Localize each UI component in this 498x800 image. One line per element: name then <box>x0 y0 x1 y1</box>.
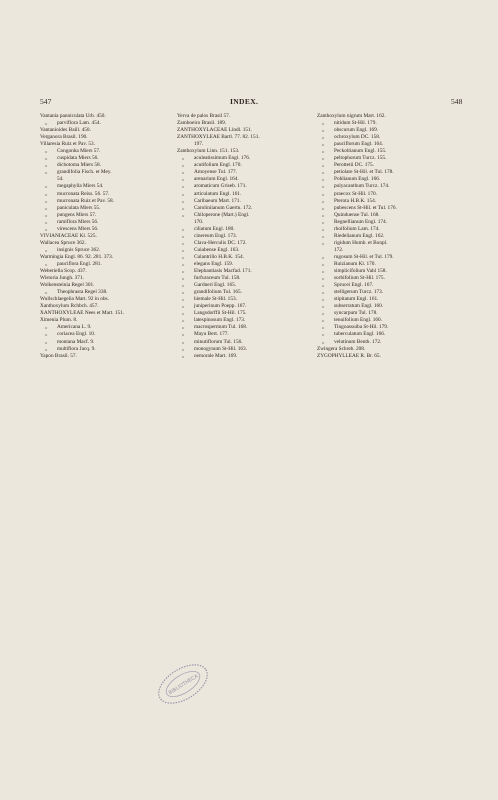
page-number-right: 548 <box>451 97 463 106</box>
index-entry <box>40 282 168 289</box>
index-entry <box>177 205 307 212</box>
index-entry <box>317 205 457 212</box>
ditto-mark: „ <box>45 155 48 162</box>
ditto-mark: „ <box>322 148 325 155</box>
ditto-mark: „ <box>182 317 185 324</box>
ditto-mark: „ <box>182 303 185 310</box>
index-entry-text: 197. <box>194 141 204 148</box>
index-column-2 <box>177 113 307 360</box>
library-stamp-icon <box>148 660 218 708</box>
index-entry-text: grandifolia Fisch. et Mey. <box>57 169 112 176</box>
ditto-mark: „ <box>182 296 185 303</box>
index-entry-text: praecox St-Hil. 170. <box>334 190 377 197</box>
index-entry <box>177 317 307 324</box>
index-entry <box>317 219 457 226</box>
index-entry <box>40 212 168 219</box>
index-entry-text: VIVIANIACEAE Kl. 525. <box>40 232 97 239</box>
index-entry <box>177 162 307 169</box>
index-entry <box>177 339 307 346</box>
index-entry-text: 172. <box>334 246 344 253</box>
index-entry-text: coriacea Engl. 10. <box>57 331 96 338</box>
index-entry-text: rugosum St-Hil. et Tul. 179. <box>334 253 394 260</box>
ditto-mark: „ <box>322 197 325 204</box>
index-entry-text: rigidum Humb. et Bonpl. <box>334 239 388 246</box>
index-entry <box>177 212 307 219</box>
index-entry <box>317 296 457 303</box>
index-entry-text: syncarpum Tul. 178. <box>334 310 378 317</box>
ditto-mark: „ <box>182 183 185 190</box>
ditto-mark: „ <box>182 352 185 359</box>
ditto-mark: „ <box>322 190 325 197</box>
index-entry <box>177 120 307 127</box>
ditto-mark: „ <box>322 260 325 267</box>
index-entry-text: ZANTHOXYLACEAE Lindl. 151. <box>177 127 253 134</box>
ditto-mark: „ <box>182 155 185 162</box>
index-entry-text: stipitatum Engl. 161. <box>334 296 379 303</box>
index-entry-text: minutiflorum Tul. 156. <box>194 338 243 345</box>
ditto-mark: „ <box>45 183 48 190</box>
index-entry-text: cuspidata Miers 56. <box>57 155 99 162</box>
ditto-mark: „ <box>182 239 185 246</box>
index-entry <box>177 331 307 338</box>
index-entry-text: Congonha Miers 57. <box>57 148 101 155</box>
index-entry <box>40 303 168 310</box>
index-entry <box>317 120 457 127</box>
index-entry <box>40 324 168 331</box>
index-entry-text: Vantanioides Baill. 450. <box>40 127 91 134</box>
index-entry-text: juniperinum Poepp. 167. <box>194 303 247 310</box>
index-entry-text: pauciflorum Engl. 164. <box>334 141 384 148</box>
index-entry <box>40 275 168 282</box>
index-entry <box>177 148 307 155</box>
index-entry <box>177 240 307 247</box>
index-entry-text: subserratum Engl. 160. <box>334 303 384 310</box>
index-entry-text: peltophorum Turcz. 155. <box>334 155 387 162</box>
index-entry <box>40 127 168 134</box>
ditto-mark: „ <box>45 324 48 331</box>
index-entry-text: polyacanthum Turcz. 174. <box>334 183 390 190</box>
index-entry <box>177 176 307 183</box>
index-entry <box>40 176 168 183</box>
ditto-mark: „ <box>322 211 325 218</box>
index-entry-text: velutinum Benth. 172. <box>334 338 382 345</box>
ditto-mark: „ <box>322 289 325 296</box>
index-entry <box>177 127 307 134</box>
ditto-mark: „ <box>45 204 48 211</box>
index-entry-text: ZANTHOXYLEAE Bartl. 77. 82. 151. <box>177 134 260 141</box>
ditto-mark: „ <box>45 148 48 155</box>
index-entry <box>40 113 168 120</box>
ditto-mark: „ <box>182 282 185 289</box>
ditto-mark: „ <box>322 176 325 183</box>
ditto-mark: „ <box>322 296 325 303</box>
index-entry-text: arenarium Engl. 164. <box>194 176 239 183</box>
index-entry-text: rhoifolium Lam. 174. <box>334 225 380 232</box>
index-entry <box>40 155 168 162</box>
index-entry-text: megaphylla Miers 54. <box>57 183 104 190</box>
index-entry <box>317 113 457 120</box>
index-entry <box>177 141 307 148</box>
index-entry-text: nemorale Mart. 169. <box>194 352 238 359</box>
ditto-mark: „ <box>322 141 325 148</box>
ditto-mark: „ <box>322 183 325 190</box>
index-entry-text: nitidum St-Hil. 179. <box>334 120 377 127</box>
index-entry <box>40 191 168 198</box>
ditto-mark: „ <box>182 169 185 176</box>
index-column-3 <box>317 113 457 360</box>
ditto-mark: „ <box>322 134 325 141</box>
index-entry <box>317 254 457 261</box>
index-entry <box>40 226 168 233</box>
index-entry <box>317 339 457 346</box>
index-entry <box>177 219 307 226</box>
index-entry-text: grandifolium Tul. 165. <box>194 289 242 296</box>
index-entry-text: mucronata Ruiz et Pav. 58. <box>57 197 115 204</box>
ditto-mark: „ <box>45 338 48 345</box>
index-entry-text: hiemale St-Hil. 153. <box>194 296 237 303</box>
index-entry-text: Yapon Brasil. 57. <box>40 352 77 359</box>
index-entry-text: Zanthoxylum nigrum Mart. 162. <box>317 113 386 119</box>
index-entry-text: Elephantiasis Macfad. 171. <box>194 268 252 275</box>
index-entry <box>177 353 307 360</box>
index-entry-text: Zwingera Schreb. 208. <box>317 345 366 352</box>
index-entry <box>317 317 457 324</box>
index-entry-text: latespinosum Engl. 173. <box>194 317 246 324</box>
index-entry-text: acutifolium Engl. 170. <box>194 162 242 169</box>
ditto-mark: „ <box>322 162 325 169</box>
index-entry-text: Regnellianum Engl. 174. <box>334 218 387 225</box>
index-entry <box>177 289 307 296</box>
index-entry <box>40 198 168 205</box>
index-entry-text: virescens Miers 56. <box>57 225 99 232</box>
ditto-mark: „ <box>322 204 325 211</box>
ditto-mark: „ <box>182 345 185 352</box>
index-entry-text: articulatum Engl. 161. <box>194 190 242 197</box>
ditto-mark: „ <box>322 239 325 246</box>
ditto-mark: „ <box>322 253 325 260</box>
ditto-mark: „ <box>45 190 48 197</box>
ditto-mark: „ <box>182 232 185 239</box>
index-entry-text: sorbifolium St-Hil. 175. <box>334 275 385 282</box>
index-entry-text: Sprucei Engl. 167. <box>334 282 374 289</box>
page-header <box>0 97 498 109</box>
index-entry-text: multiflora Jacq. 9. <box>57 345 96 352</box>
index-entry <box>317 191 457 198</box>
ditto-mark: „ <box>182 246 185 253</box>
index-entry-text: Caroliniianum Gaertn. 172. <box>194 204 253 211</box>
index-entry-text: Amoyense Tul. 177. <box>194 169 237 176</box>
index-entry-text: Clava-Herculis DC. 172. <box>194 239 247 246</box>
index-entry <box>317 155 457 162</box>
index-entry <box>317 212 457 219</box>
ditto-mark: „ <box>182 176 185 183</box>
index-entry-text: Villaresia Ruiz et Pav. 53. <box>40 141 95 148</box>
index-entry-text: parviflora Lam. 454. <box>57 120 101 127</box>
page-title: INDEX. <box>230 97 259 106</box>
index-entry <box>40 141 168 148</box>
index-entry <box>40 331 168 338</box>
index-entry <box>317 303 457 310</box>
index-entry-text: pauciflora Engl. 281. <box>57 260 102 267</box>
ditto-mark: „ <box>322 331 325 338</box>
index-entry-text: Yerva de palos Brasil 57. <box>177 113 231 119</box>
index-entry-text: montana Macf. 9. <box>57 338 95 345</box>
index-entry-text: Vantania panniculata Urb. 450. <box>40 113 106 119</box>
index-entry-text: Quinduense Tul. 168. <box>334 211 380 218</box>
index-column-1 <box>40 113 168 360</box>
index-entry-text: petiolare St-Hil. et Tul. 178. <box>334 169 394 176</box>
ditto-mark: „ <box>322 169 325 176</box>
index-entry <box>40 268 168 275</box>
index-entry <box>317 275 457 282</box>
ditto-mark: „ <box>182 225 185 232</box>
index-entry-text: cinereum Engl. 173. <box>194 232 237 239</box>
ditto-mark: „ <box>322 338 325 345</box>
index-entry-text: mucronata Reiss. 56. 57. <box>57 190 110 197</box>
index-entry-text: Perottetii DC. 175. <box>334 162 375 169</box>
index-entry-text: Ximenia Plum. 8. <box>40 317 78 324</box>
ditto-mark: „ <box>45 289 48 296</box>
index-entry <box>317 233 457 240</box>
index-entry <box>317 162 457 169</box>
ditto-mark: „ <box>45 169 48 176</box>
ditto-mark: „ <box>322 120 325 127</box>
ditto-mark: „ <box>45 345 48 352</box>
index-entry-text: Mayu Bert. 177. <box>194 331 229 338</box>
index-entry <box>40 148 168 155</box>
ditto-mark: „ <box>182 338 185 345</box>
index-entry <box>317 148 457 155</box>
index-entry <box>40 247 168 254</box>
ditto-mark: „ <box>322 324 325 331</box>
index-entry-text: Verganora Brasil. 190. <box>40 134 88 141</box>
ditto-mark: „ <box>182 204 185 211</box>
index-entry <box>177 310 307 317</box>
index-entry <box>317 346 457 353</box>
ditto-mark: „ <box>182 211 185 218</box>
index-entry-text: ramiflora Miers 56. <box>57 218 99 225</box>
index-entry <box>317 331 457 338</box>
index-entry <box>40 233 168 240</box>
ditto-mark: „ <box>45 197 48 204</box>
index-entry <box>177 324 307 331</box>
index-entry-text: Langsdorffii St-Hil. 175. <box>194 310 247 317</box>
ditto-mark: „ <box>322 282 325 289</box>
index-entry <box>40 219 168 226</box>
index-entry-text: pubescens St-Hil. et Tul. 176. <box>334 204 397 211</box>
ditto-mark: „ <box>45 331 48 338</box>
index-entry <box>177 113 307 120</box>
index-entry <box>40 240 168 247</box>
ditto-mark: „ <box>182 190 185 197</box>
index-entry <box>177 134 307 141</box>
index-entry <box>40 254 168 261</box>
index-entry-text: Xanthoxylum Rchbch. 457. <box>40 303 99 310</box>
index-entry-text: Ruizianum Kl. 170. <box>334 260 376 267</box>
index-entry <box>317 247 457 254</box>
ditto-mark: „ <box>182 275 185 282</box>
index-entry <box>177 275 307 282</box>
index-entry <box>40 317 168 324</box>
ditto-mark: „ <box>45 120 48 127</box>
ditto-mark: „ <box>322 225 325 232</box>
index-entry-text: simplicifolium Vahl 158. <box>334 268 387 275</box>
index-entry <box>317 169 457 176</box>
index-entry <box>177 247 307 254</box>
ditto-mark: „ <box>182 197 185 204</box>
index-entry-text: XANTHOXYLEAE Nees et Mart. 151. <box>40 310 125 317</box>
index-entry <box>40 261 168 268</box>
index-entry-text: ZYGOPHYLLEAE R. Br. 65. <box>317 352 381 359</box>
index-entry <box>317 226 457 233</box>
ditto-mark: „ <box>322 303 325 310</box>
ditto-mark: „ <box>322 310 325 317</box>
index-entry-text: pungens Miers 57. <box>57 211 97 218</box>
ditto-mark: „ <box>45 162 48 169</box>
index-entry-text: Peckoltianum Engl. 155. <box>334 148 387 155</box>
ditto-mark: „ <box>322 317 325 324</box>
ditto-mark: „ <box>182 162 185 169</box>
ditto-mark: „ <box>182 331 185 338</box>
index-entry <box>317 324 457 331</box>
ditto-mark: „ <box>322 268 325 275</box>
ditto-mark: „ <box>182 324 185 331</box>
index-entry <box>40 310 168 317</box>
index-entry-text: Wallacea Spruce 362. <box>40 239 86 246</box>
index-entry-text: Theophrasta Regel 338. <box>57 289 108 296</box>
index-entry <box>317 353 457 360</box>
index-entry-text: Americana L. 9. <box>57 324 92 331</box>
index-entry-text: Pterota H.B.K. 154. <box>334 197 377 204</box>
index-entry-text: tuberculatum Engl. 166. <box>334 331 386 338</box>
index-entry <box>177 254 307 261</box>
index-entry-text: Gardneri Engl. 165. <box>194 282 237 289</box>
ditto-mark: „ <box>45 246 48 253</box>
index-entry <box>40 289 168 296</box>
index-entry <box>40 205 168 212</box>
index-entry-text: Wolkensteinia Regel 301. <box>40 282 95 289</box>
ditto-mark: „ <box>45 260 48 267</box>
index-entry-text: ciliatum Engl. 180. <box>194 225 235 232</box>
index-entry-text: Pohlianum Engl. 166. <box>334 176 381 183</box>
ditto-mark: „ <box>182 253 185 260</box>
index-entry <box>40 353 168 360</box>
ditto-mark: „ <box>45 225 48 232</box>
index-entry <box>177 169 307 176</box>
index-entry <box>40 169 168 176</box>
index-entry-text: Caribaeum Mart. 171. <box>194 197 241 204</box>
index-entry <box>40 183 168 190</box>
index-entry <box>177 233 307 240</box>
index-entry <box>317 127 457 134</box>
ditto-mark: „ <box>322 127 325 134</box>
index-entry-text: Zamboeiro Brasil. 189. <box>177 120 227 127</box>
index-entry-text: paniculata Miers 55. <box>57 204 101 211</box>
index-entry <box>40 120 168 127</box>
index-entry <box>317 198 457 205</box>
index-entry-text: monogynum St-Hil. 163. <box>194 345 247 352</box>
stamp-text: BIBLIOTHECA <box>167 673 200 697</box>
index-entry <box>40 296 168 303</box>
index-entry-text: Zanthoxylum Linn. 151. 153. <box>177 148 240 155</box>
index-entry-text: stelligerum Turcz. 173. <box>334 289 384 296</box>
ditto-mark: „ <box>45 218 48 225</box>
index-entry-text: Cuiabense Engl. 163. <box>194 246 240 253</box>
ditto-mark: „ <box>322 232 325 239</box>
index-entry-text: macrospermum Tul. 168. <box>194 324 248 331</box>
index-entry <box>317 176 457 183</box>
index-entry <box>317 240 457 247</box>
ditto-mark: „ <box>45 211 48 218</box>
index-entry-text: aculeatissimum Engl. 176. <box>194 155 251 162</box>
index-entry <box>317 261 457 268</box>
ditto-mark: „ <box>182 268 185 275</box>
ditto-mark: „ <box>182 260 185 267</box>
ditto-mark: „ <box>322 218 325 225</box>
index-entry-text: Culantrillo H.B.K. 154. <box>194 253 245 260</box>
index-entry <box>40 134 168 141</box>
page-number-left: 547 <box>40 97 52 106</box>
index-entry <box>317 289 457 296</box>
index-entry <box>317 141 457 148</box>
index-entry <box>177 346 307 353</box>
index-entry <box>317 183 457 190</box>
index-entry <box>177 226 307 233</box>
index-entry-text: elegans Engl. 159. <box>194 260 234 267</box>
index-entry-text: Weberiella Scop. 437. <box>40 268 87 275</box>
index-entry-text: aromaticum Griseb. 171. <box>194 183 247 190</box>
index-entry-text: insignis Spruce 362. <box>57 246 101 253</box>
index-entry <box>40 346 168 353</box>
index-entry-text: 54. <box>57 176 64 183</box>
index-entry-text: dichotoma Miers 58. <box>57 162 101 169</box>
index-entry <box>177 191 307 198</box>
index-entry-text: Chiloperone (Mart.) Engl. <box>194 211 250 218</box>
ditto-mark: „ <box>322 275 325 282</box>
ditto-mark: „ <box>322 155 325 162</box>
index-entry <box>177 296 307 303</box>
index-entry-text: Wistoria Jungh. 371. <box>40 275 84 282</box>
index-entry-text: Warmingia Engl. 86. 92. 281. 373. <box>40 253 114 260</box>
index-entry-text: Wullschlaegelia Mart. 92 in obs. <box>40 296 109 303</box>
index-entry <box>317 282 457 289</box>
ditto-mark: „ <box>182 289 185 296</box>
index-entry <box>177 183 307 190</box>
index-entry <box>177 198 307 205</box>
index-entry-text: Tingoassuiba St-Hil. 179. <box>334 324 389 331</box>
index-entry-text: furfuraceum Tul. 158. <box>194 275 241 282</box>
index-entry-text: tenuifolium Engl. 160. <box>334 317 382 324</box>
index-entry-text: 170. <box>194 218 204 225</box>
index-entry-text: ochroxylum DC. 158. <box>334 134 381 141</box>
index-entry-text: Riedelianum Engl. 162. <box>334 232 385 239</box>
index-entry <box>177 261 307 268</box>
index-entry-text: obscurum Engl. 169. <box>334 127 379 134</box>
index-entry <box>40 339 168 346</box>
ditto-mark: „ <box>182 310 185 317</box>
